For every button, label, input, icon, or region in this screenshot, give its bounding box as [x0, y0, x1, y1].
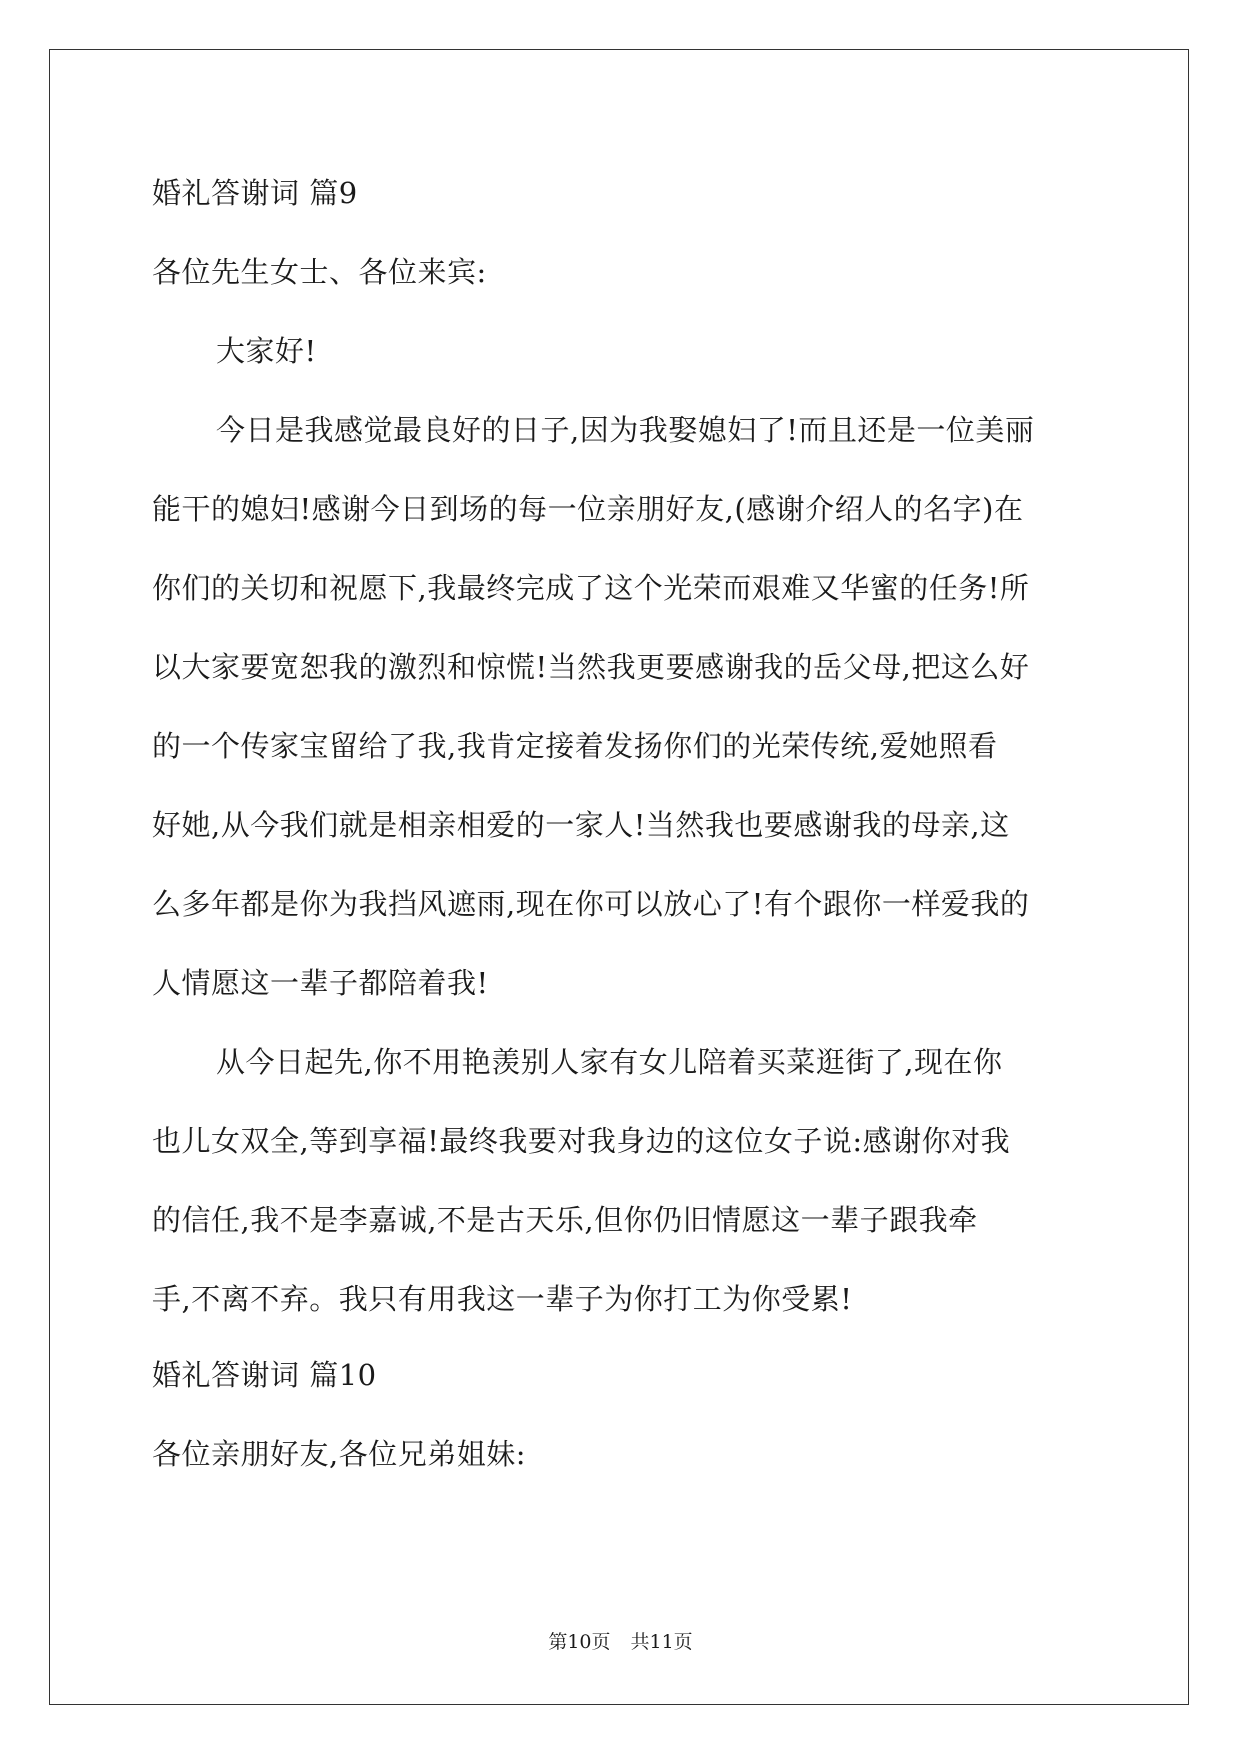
body-text-line: 今日是我感觉最良好的日子,因为我娶媳妇了!而且还是一位美丽 — [216, 413, 1035, 447]
body-text-line: 么多年都是你为我挡风遮雨,现在你可以放心了!有个跟你一样爱我的 — [152, 887, 1030, 921]
body-text-line: 也儿女双全,等到享福!最终我要对我身边的这位女子说:感谢你对我 — [152, 1124, 1011, 1158]
page-footer — [0, 1629, 1241, 1655]
body-text-line: 从今日起先,你不用艳羡别人家有女儿陪着买菜逛街了,现在你 — [216, 1045, 1003, 1079]
salutation-line: 各位亲朋好友,各位兄弟姐妹: — [152, 1437, 526, 1471]
body-text-line: 手,不离不弃。我只有用我这一辈子为你打工为你受累! — [152, 1282, 853, 1316]
body-text-line: 能干的媳妇!感谢今日到场的每一位亲朋好友,(感谢介绍人的名字)在 — [152, 492, 1024, 526]
page-number: 第10页 — [548, 1631, 611, 1653]
salutation-line: 各位先生女士、各位来宾: — [152, 255, 487, 289]
page-total: 共11页 — [630, 1631, 693, 1653]
body-text-line: 你们的关切和祝愿下,我最终完成了这个光荣而艰难又华蜜的任务!所 — [152, 571, 1030, 605]
section-heading-10: 婚礼答谢词 篇10 — [152, 1358, 377, 1392]
body-text-line: 以大家要宽恕我的激烈和惊慌!当然我更要感谢我的岳父母,把这么好 — [152, 650, 1030, 684]
greeting-line: 大家好! — [216, 334, 317, 368]
body-text-line: 的信任,我不是李嘉诚,不是古天乐,但你仍旧情愿这一辈子跟我牵 — [152, 1203, 978, 1237]
section-heading-9: 婚礼答谢词 篇9 — [152, 176, 358, 210]
body-text-line: 的一个传家宝留给了我,我肯定接着发扬你们的光荣传统,爱她照看 — [152, 729, 998, 763]
body-text-line: 好她,从今我们就是相亲相爱的一家人!当然我也要感谢我的母亲,这 — [152, 808, 1010, 842]
body-text-line: 人情愿这一辈子都陪着我! — [152, 966, 489, 1000]
